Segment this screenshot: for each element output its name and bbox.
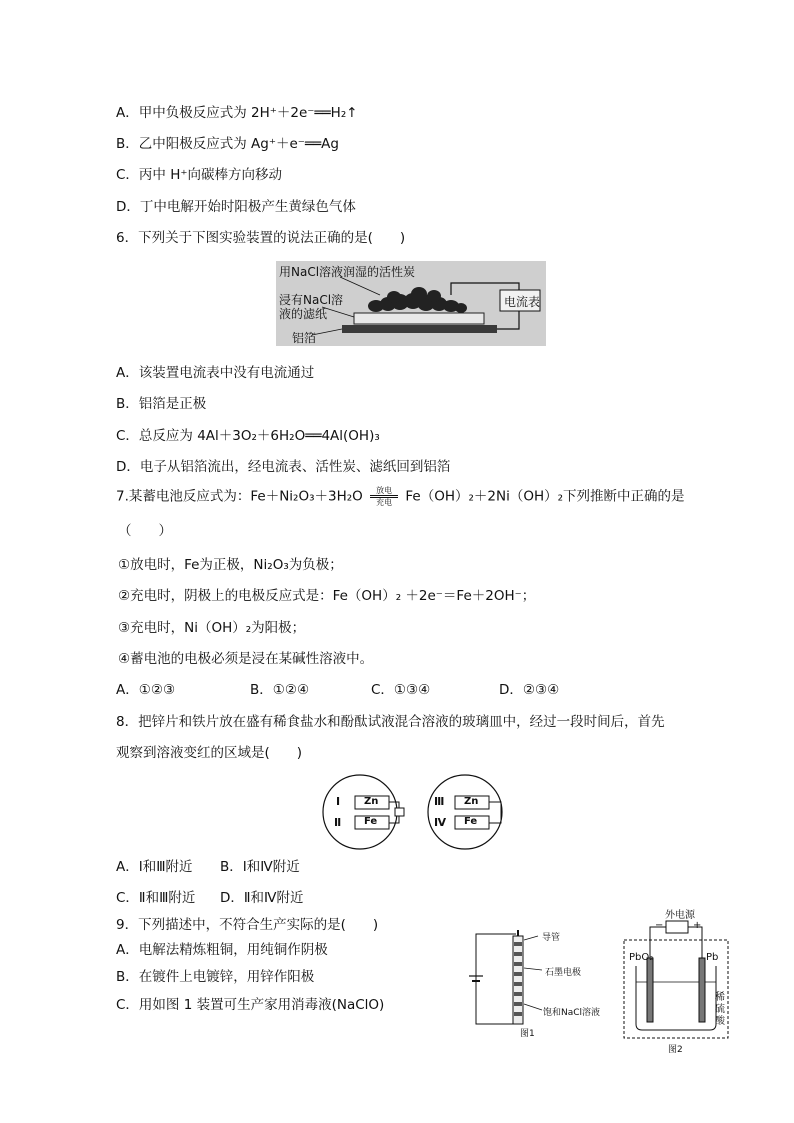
label-carbon: 用NaCl溶液润湿的活性炭 (279, 265, 416, 279)
arrow-top-label: 放电 (376, 486, 393, 495)
reversible-arrow (370, 486, 398, 507)
fig2-label-acid (715, 992, 725, 1028)
fig1-label-electrode: 石墨电极 (545, 968, 582, 978)
fig2-minus: − (655, 920, 664, 931)
q8-option-d: D．Ⅱ和Ⅳ附近 (220, 890, 304, 906)
fig2-acid-char2: 硫 (715, 1004, 725, 1015)
label-paper-line1: 浸有NaCl溶 (279, 293, 344, 307)
fig2-label-pb: Pb (706, 952, 719, 963)
q7-statement-1: ①放电时，Fe为正极，Ni₂O₃为负极； (118, 557, 343, 573)
q9-figure-1-svg (466, 928, 611, 1040)
q6-option-a: A．该装置电流表中没有电流通过 (116, 365, 315, 381)
q6-figure (276, 261, 546, 346)
q8-stem-line1: 8．把锌片和铁片放在盛有稀食盐水和酚酞试液混合溶液的玻璃皿中，经过一段时间后，首先 (116, 714, 665, 730)
fig1-label-tube: 导管 (542, 933, 561, 943)
label-zn-right: Zn (464, 796, 479, 807)
q8-option-a: A．Ⅰ和Ⅲ附近 (116, 859, 193, 875)
q7-option-a: A．①②③ (116, 682, 176, 698)
q7-option-b: B．①②④ (250, 682, 310, 698)
fig2-label-pbo2: PbO₂ (629, 952, 654, 963)
q6-option-b: B．铝箔是正极 (116, 396, 207, 412)
q6-option-c: C．总反应为 4Al＋3O₂＋6H₂O══4Al(OH)₃ (116, 428, 380, 444)
label-zn-left: Zn (364, 796, 379, 807)
q9-stem: 9．下列描述中，不符合生产实际的是( ) (116, 917, 379, 933)
q5-option-d: D．丁中电解开始时阳极产生黄绿色气体 (116, 199, 356, 215)
q5-option-b: B．乙中阳极反应式为 Ag⁺＋e⁻══Ag (116, 136, 339, 152)
q8-option-b: B．Ⅰ和Ⅳ附近 (220, 859, 300, 875)
fig2-caption: 图2 (668, 1045, 683, 1055)
fig1-wire (476, 934, 516, 1024)
dish-right (428, 775, 502, 849)
q8-option-c: C．Ⅱ和Ⅲ附近 (116, 890, 196, 906)
q7-stem-pre: 7.某蓄电池反应式为：Fe＋Ni₂O₃＋3H₂O (116, 488, 363, 505)
wire-right (489, 802, 501, 823)
label-iv: Ⅳ (434, 816, 447, 829)
label-i: Ⅰ (336, 795, 341, 808)
q7-statement-3: ③充电时，Ni（OH）₂为阳极； (118, 620, 306, 636)
electrolysis-tube (513, 936, 523, 1024)
label-paper (279, 293, 343, 321)
fig1-label-solution: 饱和NaCl溶液 (543, 1008, 601, 1018)
q9-figure-2 (622, 906, 730, 1056)
q9-option-a: A．电解法精炼粗铜，用纯铜作阴极 (116, 942, 328, 958)
label-ammeter: 电流表 (504, 295, 541, 309)
q8-options-row2 (116, 889, 304, 907)
q5-option-a: A．甲中负极反应式为 2H⁺＋2e⁻══H₂↑ (116, 105, 358, 121)
q6-stem: 6．下列关于下图实验装置的说法正确的是( ) (116, 230, 406, 246)
q7-option-c: C．①③④ (371, 682, 431, 698)
q8-options-row1 (116, 858, 300, 876)
power-source-box (666, 921, 688, 933)
fig1-caption: 图1 (520, 1029, 535, 1039)
wire-left-top (389, 802, 399, 808)
q6-option-d: D．电子从铝箔流出，经电流表、活性炭、滤纸回到铝箔 (116, 459, 451, 475)
q7-statement-4: ④蓄电池的电极必须是浸在某碱性溶液中。 (118, 651, 374, 667)
label-fe-right: Fe (464, 816, 478, 827)
wire-left-bottom (389, 816, 399, 823)
label-ii: Ⅱ (334, 816, 342, 829)
q9-option-c: C．用如图 1 装置可生产家用消毒液(NaClO) (116, 997, 385, 1013)
electrode-pb (699, 958, 705, 1022)
q8-stem-line2: 观察到溶液变红的区域是( ) (116, 745, 303, 761)
arrow-bottom-label: 充电 (376, 498, 393, 507)
q9-option-b: B．在镀件上电镀锌，用锌作阳极 (116, 969, 315, 985)
cell-symbol (395, 808, 404, 816)
label-fe-left: Fe (364, 816, 378, 827)
q7-option-d: D．②③④ (499, 682, 560, 698)
q8-figure-svg (315, 774, 515, 850)
q8-figure (315, 774, 515, 850)
fig2-plus: + (693, 920, 702, 931)
dish-left (323, 775, 397, 849)
fig2-acid-char1: 稀 (715, 992, 725, 1003)
q7-statement-2: ②充电时，阴极上的电极反应式是：Fe（OH）₂ ＋2e⁻＝Fe＋2OH⁻； (118, 588, 536, 604)
fig2-label-source: 外电源 (665, 910, 695, 921)
label-paper-line2: 液的滤纸 (279, 307, 328, 321)
label-foil: 铝箔 (292, 331, 317, 345)
label-iii: Ⅲ (434, 795, 445, 808)
filter-paper (354, 313, 484, 324)
q7-options (116, 681, 559, 699)
q7-paren: （ ） (118, 523, 172, 539)
aluminum-foil (342, 325, 497, 333)
q9-figure-1 (466, 928, 611, 1040)
fig2-acid-char3: 酸 (715, 1016, 725, 1027)
q7-stem-post: Fe（OH）₂＋2Ni（OH）₂下列推断中正确的是 (405, 488, 685, 505)
electrode-pbo2 (647, 958, 653, 1022)
q7-stem (116, 486, 685, 507)
q5-option-c: C．丙中 H⁺向碳棒方向移动 (116, 167, 282, 183)
q9-figure-2-svg (622, 906, 730, 1042)
